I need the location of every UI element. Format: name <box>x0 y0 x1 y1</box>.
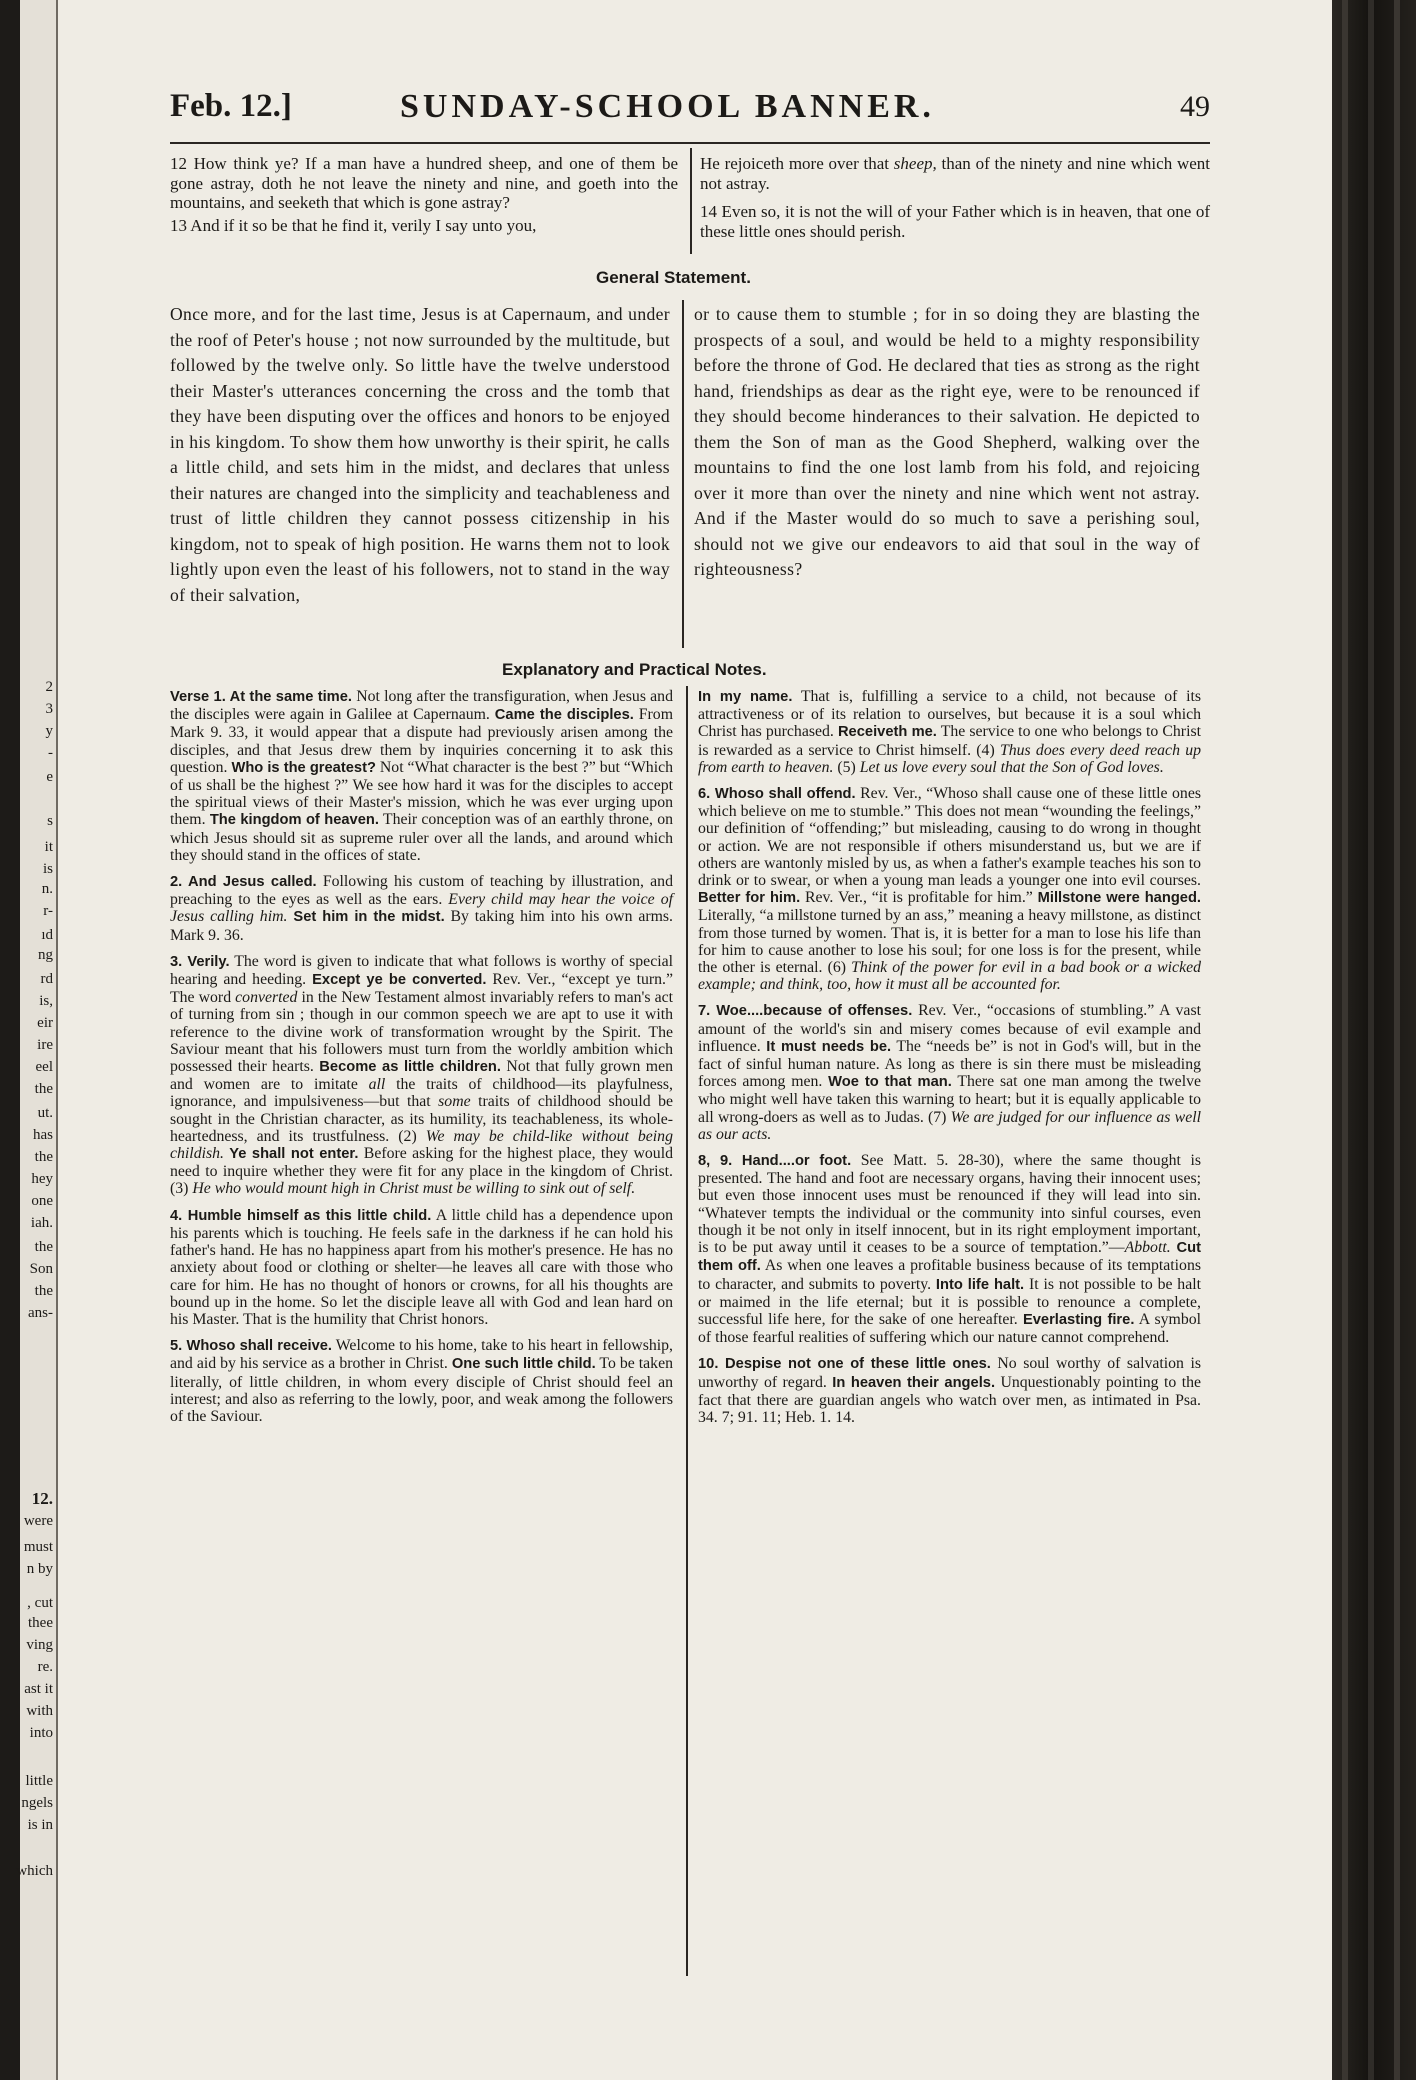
note-verse-7: 7. Woe....because of offenses. Rev. Ver., “occasions of stumbling.” A vast amount of the world's sin and misery comes because of evil example and influence. It must needs be. The “needs be” is not in God's will, but in the fact of sinful human nature. As long as there is sin there must be misleading forces among men. Woe to that man. There sat one man among the twelve who might well have taken this warning to heart; but it is equally applicable to all wrong-doers as well as to Judas. (7) We are judged for our influence as well as our acts. <box>698 1002 1201 1143</box>
margin-fragment: hey <box>31 1171 53 1187</box>
margin-fragment: - <box>48 745 53 761</box>
margin-fragment: the <box>34 1149 53 1165</box>
header-rule <box>170 142 1210 144</box>
margin-fragment: ire <box>37 1037 53 1053</box>
notes-left-column <box>170 688 673 1434</box>
notes-column-rule <box>686 686 688 1976</box>
margin-fragment: is, <box>39 993 53 1009</box>
margin-fragment: ans- <box>28 1305 53 1321</box>
scripture-column-rule <box>690 148 692 254</box>
margin-fragment: into <box>29 1725 53 1741</box>
margin-fragment: y <box>45 723 53 739</box>
margin-fragment: the <box>34 1283 53 1299</box>
general-column-rule <box>682 300 684 648</box>
margin-fragment: eir <box>37 1015 53 1031</box>
previous-page-margin <box>16 0 58 2080</box>
margin-fragment: must <box>23 1539 53 1555</box>
note-verses-8-9: 8, 9. Hand....or foot. See Matt. 5. 28-30), where the same thought is presented. The hand and foot are necessary organs, having their innocent uses; but even those innocent uses must be renounced if they will lead into sin. “Whatever tempts the individual or the community into sinful courses, even though it be not only in itself innocent, but in its right employment important, is to be put away until it ceases to be a source of temptation.”—Abbott. Cut them off. As when one leaves a profitable business because of its temptations to character, and submits to poverty. Into life halt. It is not possible to be halt or maimed in the life eternal; but it is possible to renounce a complete, successful life here, for the sake of one hereafter. Everlasting fire. A symbol of those fearful realities of suffering which our nature cannot comprehend. <box>698 1152 1202 1347</box>
margin-fragment: s <box>47 813 53 829</box>
margin-fragment: n. <box>41 881 53 897</box>
margin-fragment: e <box>46 769 53 785</box>
note-verse-3: 3. Verily. The word is given to indicate that what follows is worthy of special hearing and heeding. Except ye be converted. Rev. Ver., “except ye turn.” The word converted in the New Testament almost invariably refers to man's act of turning from sin ; though in our common speech we are apt to use it with reference to the divine work of transformation wrought by the Spirit. The Saviour meant that his followers must turn from the worldly ambition which possessed their hearts. Become as little children. Not that fully grown men and women are to imitate all the traits of childhood—its playfulness, ignorance, and impulsiveness—but that some traits of childhood should be sought in the Christian character, as its humility, its teachableness, its whole-heartedness, and its trustfulness. (2) We may be child-like without being childish. Ye shall not enter. Before asking for the highest place, they would need to inquire whether they were fit for any place in the kingdom of Christ. (3) He who would mount high in Christ must be willing to sink out of self. <box>170 952 674 1198</box>
margin-fragment: with <box>26 1703 53 1719</box>
margin-fragment: is in <box>27 1817 53 1833</box>
note-verse-5-cont: In my name. That is, fulfilling a service to a child, not because of its attractiveness or of its relation to ourselves, but because it is a soul which Christ has purchased. Receiveth me. The service to one who belongs to Christ is rewarded as a service to Christ himself. (4) Thus does every deed reach up from earth to heaven. (5) Let us love every soul that the Son of God loves. <box>698 688 1201 776</box>
margin-fragment: thee <box>28 1615 53 1631</box>
page-number: 49 <box>1180 90 1210 123</box>
scripture-verse-12: 12 How think ye? If a man have a hundred sheep, and one of them be gone astray, doth he not leave the ninety and nine, and goeth into the mountains, and seeketh that which is gone astray? <box>170 154 678 212</box>
margin-fragment: ving <box>26 1637 53 1653</box>
margin-fragment: ast it <box>24 1681 53 1697</box>
book-spine <box>1332 0 1416 2080</box>
margin-fragment: little <box>25 1773 53 1789</box>
margin-fragment: iah. <box>30 1215 53 1231</box>
margin-fragment: the <box>34 1081 53 1097</box>
margin-fragment: ıd <box>41 927 53 943</box>
margin-fragment: rd <box>40 971 53 987</box>
margin-fragment: which <box>16 1863 53 1879</box>
margin-fragment: the <box>34 1239 53 1255</box>
scripture-left <box>170 154 678 235</box>
note-verse-4: 4. Humble himself as this little child. A little child has a dependence upon his parents which is touching. He feels safe in the darkness if he can hold his father's hand. He has no happiness apart from his mother's presence. He has no anxiety about food or clothing or shelter—he leaves all care with those who care for him. He has no thought of honors or crowns, for all his thoughts are bound up in the home. So let the disciple leave all with God and lean hard on his Master. That is the humility that Christ honors. <box>170 1206 673 1328</box>
margin-fragment: 12. <box>31 1489 53 1508</box>
margin-fragment: 2 <box>45 679 53 695</box>
margin-fragment: re. <box>37 1659 53 1675</box>
scripture-verse-13-start: 13 And if it so be that he find it, verily I say unto you, <box>170 215 537 235</box>
margin-fragment: is <box>42 861 53 877</box>
scripture-verse-14: 14 Even so, it is not the will of your Father which is in heaven, that one of these little ones should perish. <box>700 202 1210 241</box>
scripture-verse-13-cont: He rejoiceth more over that sheep, than of the ninety and nine which went not astray. <box>700 154 1211 193</box>
note-verse-2: 2. And Jesus called. Following his custom of teaching by illustration, and preaching to the eyes as well as the ears. Every child may hear the voice of Jesus calling him. Set him in the midst. By taking him into his own arms. Mark 9. 36. <box>170 873 674 944</box>
notes-heading: Explanatory and Practical Notes. <box>502 660 767 679</box>
margin-fragment: 3 <box>45 701 53 717</box>
general-statement-left: Once more, and for the last time, Jesus is at Capernaum, and under the roof of Peter's house ; not now surrounded by the multitude, but followed by the twelve only. So little have the twelve understood their Master's utterances concerning the cross and the tomb that they have been disputing over the offices and honors to be enjoyed in his kingdom. To show them how unworthy is their spirit, he calls a little child, and sets him in the midst, and declares that unless their natures are changed into the simplicity and teachableness and trust of little children they cannot possess citizenship in his kingdom, not to speak of high position. He warns them not to look lightly upon even the least of his followers, not to stand in the way of their salvation, <box>170 304 670 605</box>
margin-fragment: ut. <box>37 1105 53 1121</box>
scripture-right <box>700 154 1210 241</box>
header-date: Feb. 12.] <box>170 88 292 124</box>
book-page <box>16 0 1332 2080</box>
page-header <box>170 88 1210 138</box>
margin-fragment: were <box>23 1513 53 1529</box>
note-verse-1: Verse 1. At the same time. Not long after the transfiguration, when Jesus and the disciples were again in Galilee at Capernaum. Came the disciples. From Mark 9. 33, it would appear that a dispute had previously arisen among the disciples, and that Jesus drew them by inquiries concerning it to ask this question. Who is the greatest? Not “What character is the best ?” but “Which of us shall be the highest ?” We see how hard it was for the disciples to accept the spiritual views of their Master's mission, which he was ever urging upon them. The kingdom of heaven. Their conception was of an earthly throne, on which Jesus should sit as supreme ruler over all the lands, and around which they should stand in the offices of state. <box>170 688 673 864</box>
note-verse-10: 10. Despise not one of these little ones. No soul worthy of salvation is unworthy of regard. In heaven their angels. Unquestionably pointing to the fact that there are guardian angels who watch over men, as intimated in Psa. 34. 7; 91. 11; Heb. 1. 14. <box>698 1355 1201 1426</box>
note-verse-6: 6. Whoso shall offend. Rev. Ver., “Whoso shall cause one of these little ones which believe on me to stumble.” This does not mean “wounding the feelings,” our definition of “offending;” but misleading, causing to do wrong in thought or action. We are not responsible if others misunderstand us, but we are if others are wantonly misled by us, as when a father's example teaches his son to drink or to swear, or when a young man leads a younger one into evil courses. Better for him. Rev. Ver., “it is profitable for him.” Millstone were hanged. Literally, “a millstone turned by an ass,” meaning a heavy millstone, as distinct from those turned by women. That is, it is better for a man to lose his life than for him to cause another to lose his soul; for one loss is for the present, while the other is eternal. (6) Think of the power for evil in a bad book or a wicked example; and think, too, how it must all be accounted for. <box>698 785 1202 994</box>
margin-fragment: eel <box>35 1059 53 1075</box>
note-verse-5: 5. Whoso shall receive. Welcome to his home, take to his heart in fellowship, and aid by his service as a brother in Christ. One such little child. To be taken literally, of little children, in whom every disciple of Christ should feel an interest; and also as referring to the lowly, poor, and weak among the followers of the Saviour. <box>170 1337 673 1425</box>
margin-fragment: Son <box>29 1261 53 1277</box>
general-statement-heading: General Statement. <box>596 268 751 287</box>
margin-fragment: it <box>44 839 53 855</box>
margin-fragment: ng <box>38 947 53 963</box>
margin-fragment: one <box>31 1193 53 1209</box>
margin-fragment: , cut <box>27 1595 53 1611</box>
margin-fragment: ngels <box>21 1795 53 1811</box>
margin-fragment: n by <box>26 1561 53 1577</box>
margin-fragment: r- <box>43 903 53 919</box>
margin-fragment: has <box>33 1127 53 1143</box>
header-title: SUNDAY-SCHOOL BANNER. <box>400 88 935 125</box>
general-statement-right: or to cause them to stumble ; for in so doing they are blasting the prospects of a soul, and would be held to a mighty responsibility before the throne of God. He declared that ties as strong as the right hand, friendships as dear as the right eye, were to be renounced if they should become hinderances to their salvation. He depicted to them the Son of man as the Good Shepherd, walking over the mountains to find the one lost lamb from his fold, and rejoicing over it more than over the ninety and nine which went not astray. And if the Master would do so much to save a perishing soul, should not we give our endeavors to aid that soul in the way of righteousness? <box>694 304 1200 579</box>
notes-right-column <box>698 688 1201 1435</box>
